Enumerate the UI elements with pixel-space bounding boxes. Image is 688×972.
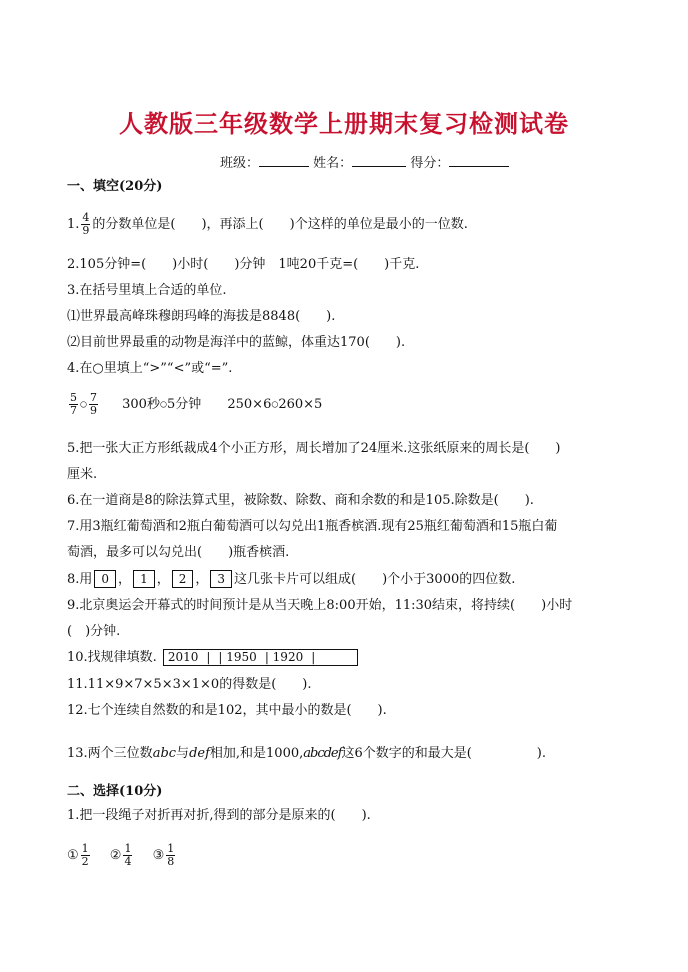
question-4-row: $\frac{5}{7}$ ○ $\frac{7}{9}$ 300秒○5分钟 250×6○260×5 [70,391,323,417]
question-11: 11.11×9×7×5×3×1×0的得数是( ). [67,677,312,692]
number-card: 2 [172,570,194,588]
question-1: 1. $\frac{4}{9}$ 的分数单位是( )，再添上( )个这样的单位是最小的一位数. [67,211,468,237]
name-label: 姓名： [313,156,353,171]
question-8: 8.用 0 ， 1 ， 2 ， 3 这几张卡片可以组成( )个小于3000的四位数. [67,572,516,587]
fraction: $\frac{7}{9}$ [89,391,97,417]
question-3-part-1: ⑴世界最高峰珠穆朗玛峰的海拔是8848( ). [67,309,336,324]
fraction: $\frac{5}{7}$ [70,391,77,417]
fraction: $\frac{4}{9}$ [82,211,90,237]
compare-circle: ○ [271,399,279,409]
compare-circle: ○ [80,399,87,409]
number-card: 3 [210,570,232,588]
student-info-line [220,152,509,171]
question-3-part-2: ⑵目前世界最重的动物是海洋中的蓝鲸，体重达170( ). [67,335,406,350]
option-1: ① $\frac{1}{2}$ [67,842,89,868]
question-5: 5.把一张大正方形纸裁成4个小正方形，周长增加了24厘米.这张纸原来的周长是( ) [67,441,561,456]
class-blank [259,154,309,167]
number-card: 1 [133,570,155,588]
option-2: ② $\frac{1}{4}$ [109,842,132,868]
score-blank [449,154,509,167]
question-13: 13.两个三位数abc与def相加,和是1000,abcdef这6个数字的和最大是( ). [67,746,546,761]
question-9-cont: ( )分钟. [67,624,121,639]
question-7: 7.用3瓶红葡萄酒和2瓶白葡萄酒可以勾兑出1瓶香槟酒.现有25瓶红葡萄酒和15瓶白葡 [67,519,558,534]
question-6: 6.在一道商是8的除法算式里，被除数、除数、商和余数的和是105.除数是( ). [67,493,534,508]
page-title: 人教版三年级数学上册期末复习检测试卷 [119,109,569,138]
question-5-cont: 厘米. [67,467,98,482]
choice-question-1: 1.把一段绳子对折再对折,得到的部分是原来的( ). [67,808,371,823]
question-9: 9.北京奥运会开幕式的时间预计是从当天晚上8:00开始，11:30结束，将持续( )小时 [67,598,573,613]
class-label: 班级： [220,156,260,171]
compare-circle: ○ [159,399,167,409]
question-2: 2.105分钟=( )小时( )分钟 1吨20千克=( )千克. [67,257,420,272]
option-3: ③ $\frac{1}{8}$ [152,842,175,868]
name-blank [352,154,406,167]
choice-options [67,843,177,868]
number-card: 0 [94,570,116,588]
question-4: 4.在○里填上“>”“<”或“=”. [67,361,233,376]
question-3: 3.在括号里填上合适的单位. [67,283,227,298]
question-12: 12.七个连续自然数的和是102，其中最小的数是( ). [67,703,387,718]
section-fill-in-heading: 一、填空(20分) [67,179,163,194]
score-label: 得分： [410,156,450,171]
question-7-cont: 萄酒，最多可以勾兑出( )瓶香槟酒. [67,545,290,560]
section-choice-heading: 二、选择(10分) [67,784,163,799]
sequence-box: 2010 | | 1950 | 1920 | [163,649,358,666]
question-10: 10.找规律填数. 2010 | | 1950 | 1920 | [67,649,358,667]
